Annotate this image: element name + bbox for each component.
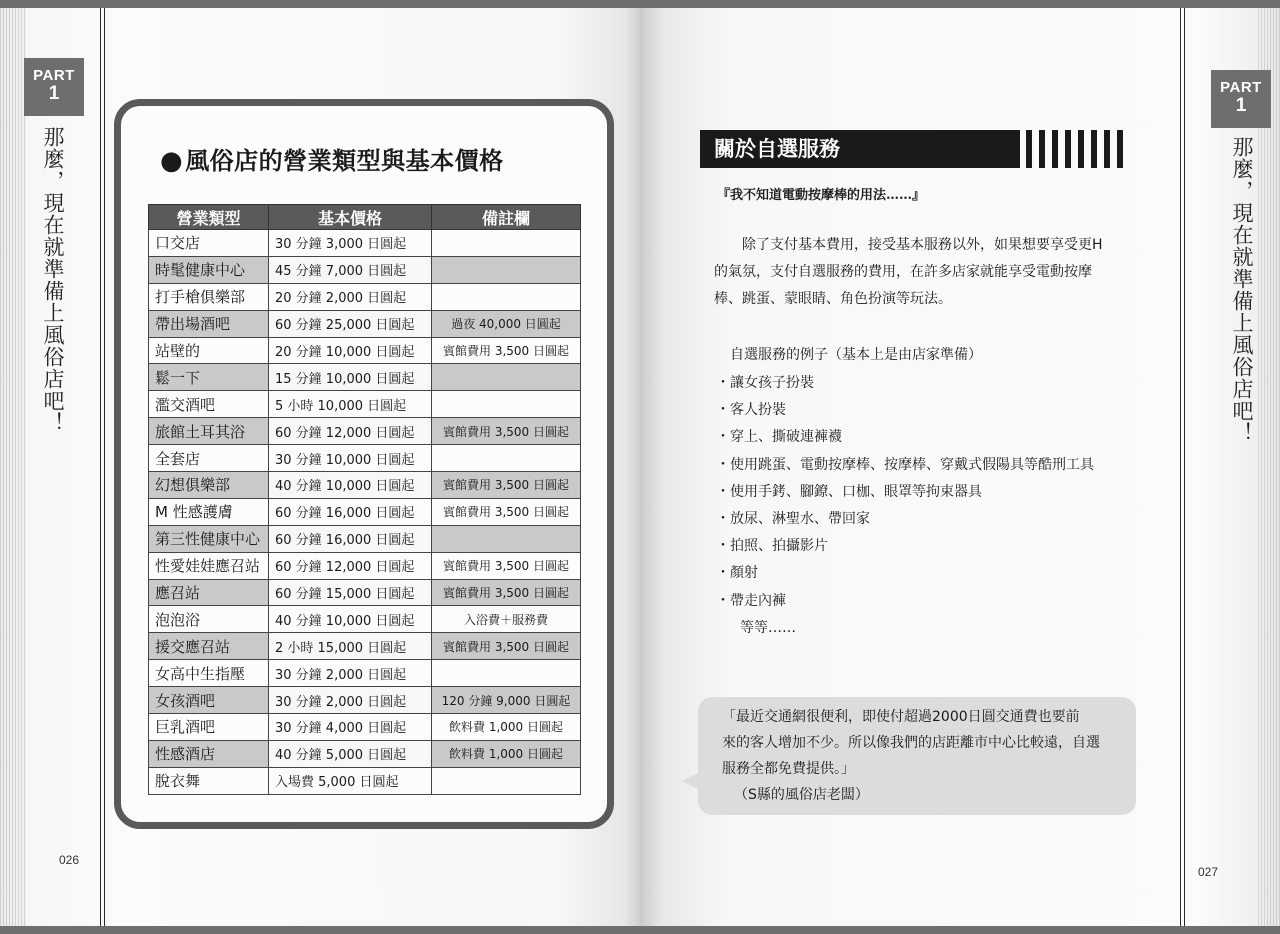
part-number: 1	[48, 83, 60, 104]
cell-business-type: 全套店	[149, 445, 269, 472]
cell-business-type: 帶出場酒吧	[149, 310, 269, 337]
table-row	[149, 391, 581, 418]
cell-notes: 飲料費 1,000 日圓起	[432, 740, 581, 767]
cell-base-price: 20 分鐘 10,000 日圓起	[269, 337, 432, 364]
table-body	[149, 230, 581, 795]
cell-base-price: 40 分鐘 10,000 日圓起	[269, 472, 432, 499]
quote-title: 『我不知道電動按摩棒的用法……』	[717, 188, 926, 203]
cell-base-price: 30 分鐘 4,000 日圓起	[269, 714, 432, 741]
cell-business-type: 鬆一下	[149, 364, 269, 391]
cell-business-type: 女高中生指壓	[149, 660, 269, 687]
cell-business-type: 第三性健康中心	[149, 525, 269, 552]
page-edge-left	[0, 8, 26, 926]
table-row	[149, 687, 581, 714]
column-header-price: 基本價格	[269, 205, 432, 230]
cell-base-price: 45 分鐘 7,000 日圓起	[269, 256, 432, 283]
cell-notes	[432, 767, 581, 794]
cell-business-type: 巨乳酒吧	[149, 714, 269, 741]
table-title-text: 風俗店的營業類型與基本價格	[185, 147, 504, 175]
table-row	[149, 740, 581, 767]
part-label: PART	[1220, 79, 1262, 96]
quote-box-text	[722, 704, 1134, 808]
table-row	[149, 230, 581, 257]
list-item: ・客人扮裝	[716, 402, 786, 419]
table-header-row	[149, 205, 581, 230]
quote-line: 服務全都免費提供。」	[722, 761, 855, 777]
cell-business-type: 濫交酒吧	[149, 391, 269, 418]
examples-outro: 等等……	[740, 619, 796, 636]
cell-notes	[432, 283, 581, 310]
cell-base-price: 30 分鐘 2,000 日圓起	[269, 660, 432, 687]
cell-business-type: 脫衣舞	[149, 767, 269, 794]
cell-base-price: 60 分鐘 25,000 日圓起	[269, 310, 432, 337]
table-row	[149, 525, 581, 552]
table-row	[149, 256, 581, 283]
cell-base-price: 20 分鐘 2,000 日圓起	[269, 283, 432, 310]
cell-base-price: 30 分鐘 2,000 日圓起	[269, 687, 432, 714]
paragraph-line: 的氣氛，支付自選服務的費用，在許多店家就能享受電動按摩	[714, 264, 1092, 280]
cell-base-price: 5 小時 10,000 日圓起	[269, 391, 432, 418]
cell-base-price: 30 分鐘 3,000 日圓起	[269, 230, 432, 257]
examples-intro: 自選服務的例子（基本上是由店家準備）	[730, 347, 982, 363]
list-item: ・顏射	[716, 565, 758, 582]
table-row	[149, 633, 581, 660]
column-header-type: 營業類型	[149, 205, 269, 230]
section-title-bar: 關於自選服務	[700, 130, 1020, 168]
cell-base-price: 60 分鐘 16,000 日圓起	[269, 525, 432, 552]
chapter-vertical-title-left: 那麼，現在就準備上風俗店吧！	[41, 126, 65, 434]
list-item: ・帶走內褲	[716, 592, 786, 609]
list-item: ・放尿、淋聖水、帶回家	[716, 511, 870, 528]
cell-business-type: 幻想俱樂部	[149, 472, 269, 499]
cell-business-type: 口交店	[149, 230, 269, 257]
cell-notes: 過夜 40,000 日圓起	[432, 310, 581, 337]
cell-notes: 賓館費用 3,500 日圓起	[432, 498, 581, 525]
cell-notes	[432, 364, 581, 391]
cell-business-type: 站壁的	[149, 337, 269, 364]
table-row	[149, 310, 581, 337]
cell-business-type: 應召站	[149, 579, 269, 606]
quote-line: 來的客人增加不少。所以像我們的店距離市中心比較遠，自選	[722, 735, 1100, 751]
part-tab-right	[1211, 70, 1271, 128]
table-row	[149, 283, 581, 310]
cell-notes: 飲料費 1,000 日圓起	[432, 714, 581, 741]
part-tab-left	[24, 58, 84, 116]
table-row	[149, 364, 581, 391]
cell-base-price: 60 分鐘 15,000 日圓起	[269, 579, 432, 606]
cell-notes: 賓館費用 3,500 日圓起	[432, 472, 581, 499]
cell-notes	[432, 256, 581, 283]
column-header-notes: 備註欄	[432, 205, 581, 230]
cell-notes	[432, 445, 581, 472]
intro-paragraph	[714, 232, 1134, 259]
quote-source: （S縣的風俗店老闆）	[734, 787, 869, 803]
cell-business-type: 援交應召站	[149, 633, 269, 660]
paragraph-line: 除了支付基本費用，接受基本服務以外，如果想要享受更H	[742, 237, 1103, 253]
cell-notes	[432, 525, 581, 552]
page-number-left: 026	[59, 853, 80, 867]
table-row	[149, 606, 581, 633]
cell-business-type: 泡泡浴	[149, 606, 269, 633]
table-row	[149, 579, 581, 606]
cell-notes: 入浴費＋服務費	[432, 606, 581, 633]
cell-business-type: 性愛娃娃應召站	[149, 552, 269, 579]
page-edge-right	[1258, 8, 1280, 926]
list-item: ・拍照、拍攝影片	[716, 538, 828, 555]
paragraph-line: 棒、跳蛋、蒙眼睛、角色扮演等玩法。	[714, 291, 952, 307]
cell-notes	[432, 391, 581, 418]
cell-base-price: 入場費 5,000 日圓起	[269, 767, 432, 794]
cell-base-price: 15 分鐘 10,000 日圓起	[269, 364, 432, 391]
cell-business-type: 時髦健康中心	[149, 256, 269, 283]
table-row	[149, 418, 581, 445]
list-item: ・使用跳蛋、電動按摩棒、按摩棒、穿戴式假陽具等酷刑工具	[716, 456, 1094, 473]
cell-base-price: 60 分鐘 12,000 日圓起	[269, 552, 432, 579]
table-row	[149, 337, 581, 364]
cell-base-price: 2 小時 15,000 日圓起	[269, 633, 432, 660]
table-row	[149, 552, 581, 579]
cell-notes: 賓館費用 3,500 日圓起	[432, 579, 581, 606]
table-row	[149, 660, 581, 687]
cell-base-price: 40 分鐘 10,000 日圓起	[269, 606, 432, 633]
cell-notes: 賓館費用 3,500 日圓起	[432, 552, 581, 579]
cell-notes: 賓館費用 3,500 日圓起	[432, 337, 581, 364]
cell-business-type: M 性感護膚	[149, 498, 269, 525]
list-item: ・穿上、撕破連褲襪	[716, 429, 842, 446]
left-margin-rule-inner	[104, 8, 105, 926]
cell-notes	[432, 230, 581, 257]
cell-notes: 賓館費用 3,500 日圓起	[432, 633, 581, 660]
list-item: ・讓女孩子扮裝	[716, 375, 814, 391]
page-number-right: 027	[1198, 865, 1219, 879]
bullet-dot-icon: ●	[160, 146, 184, 176]
cell-business-type: 性感酒店	[149, 740, 269, 767]
cell-base-price: 60 分鐘 16,000 日圓起	[269, 498, 432, 525]
cell-base-price: 30 分鐘 10,000 日圓起	[269, 445, 432, 472]
right-margin-rule-inner	[1184, 8, 1185, 926]
table-row	[149, 472, 581, 499]
table-row	[149, 498, 581, 525]
table-row	[149, 714, 581, 741]
quote-line: 「最近交通網很便利，即使付超過2000日圓交通費也要前	[722, 709, 1080, 725]
left-margin-rule	[100, 8, 101, 926]
speech-bubble-tail	[682, 772, 700, 790]
price-table	[148, 204, 581, 795]
table-row	[149, 767, 581, 794]
section-title-stripes	[1026, 130, 1126, 168]
cell-business-type: 打手槍俱樂部	[149, 283, 269, 310]
intro-paragraph-cont	[714, 259, 1134, 313]
cell-notes	[432, 660, 581, 687]
examples-list	[716, 370, 1094, 642]
list-item: ・使用手銬、腳鐐、口枷、眼罩等拘束器具	[716, 483, 982, 500]
cell-notes: 120 分鐘 9,000 日圓起	[432, 687, 581, 714]
chapter-vertical-title-right: 那麼，現在就準備上風俗店吧！	[1230, 136, 1254, 444]
cell-base-price: 40 分鐘 5,000 日圓起	[269, 740, 432, 767]
table-title	[160, 141, 504, 176]
cell-notes: 賓館費用 3,500 日圓起	[432, 418, 581, 445]
part-number: 1	[1235, 95, 1247, 116]
right-margin-rule	[1180, 8, 1181, 926]
table-row	[149, 445, 581, 472]
cell-business-type: 旅館土耳其浴	[149, 418, 269, 445]
cell-business-type: 女孩酒吧	[149, 687, 269, 714]
cell-base-price: 60 分鐘 12,000 日圓起	[269, 418, 432, 445]
part-label: PART	[33, 67, 75, 84]
